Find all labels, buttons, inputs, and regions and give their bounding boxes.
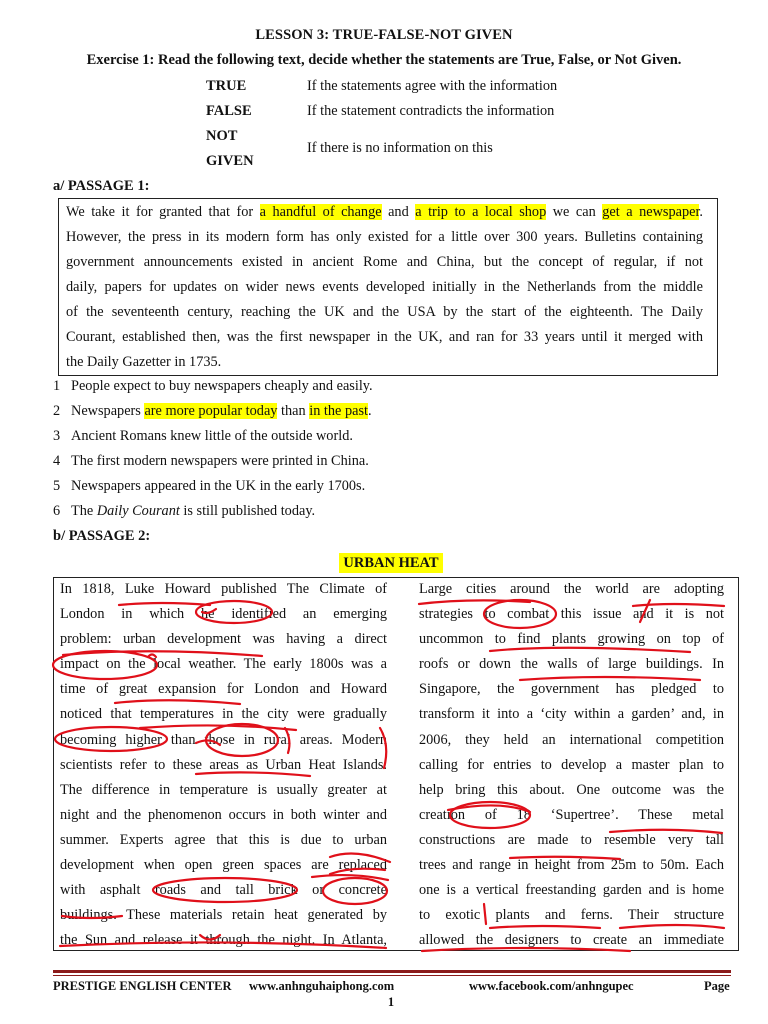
passage2-line: constructions are made to resemble very tall xyxy=(419,831,724,848)
passage2-line: summer. Experts agree that this is due to urban xyxy=(60,831,387,848)
passage2-right-column xyxy=(419,577,724,953)
passage2-line: night and the phenomenon occurs in both winter and xyxy=(60,806,387,823)
passage1-line: However, the press in its modern form has only existed for a little over 300 years. Bulletins containing xyxy=(66,229,703,245)
passage2-line: 2006, they held an international competition xyxy=(419,731,724,748)
question-item: 1 People expect to buy newspapers cheaply and easily. xyxy=(53,378,373,394)
passage2-line: creation of 18 ‘Supertree’. These metal xyxy=(419,806,724,823)
passage2-line: the Sun and release it through the night. In Atlanta, xyxy=(60,932,387,949)
footer-center-name: PRESTIGE ENGLISH CENTER xyxy=(53,979,232,993)
passage1-line: the Daily Gazetter in 1735. xyxy=(66,354,222,370)
legend-key-true: TRUE xyxy=(206,78,247,94)
passage2-line: London in which he identified an emerging xyxy=(60,606,387,623)
passage2-line: to exotic plants and ferns. Their structure xyxy=(419,907,724,924)
passage2-line: problem: urban development was having a direct xyxy=(60,631,387,648)
footer-rule xyxy=(53,970,731,973)
question-item: 3 Ancient Romans knew little of the outside world. xyxy=(53,428,353,444)
passage2-line: calling for entries to develop a master plan to xyxy=(419,756,724,773)
footer-facebook: www.facebook.com/anhngupec xyxy=(469,979,634,993)
page-number: 1 xyxy=(387,995,395,1009)
passage2-title: URBAN HEAT xyxy=(339,553,443,573)
passage2-line: time of great expansion for London and Howard xyxy=(60,681,387,698)
question-item: 6 The Daily Courant is still published today. xyxy=(53,503,316,519)
legend-def-not-given: If there is no information on this xyxy=(307,140,493,156)
passage2-line: uncommon to find plants growing on top of xyxy=(419,631,724,648)
question-item: 4 The first modern newspapers were printed in China. xyxy=(53,453,369,469)
question-item: 2 Newspapers are more popular today than in the past. xyxy=(53,403,372,419)
passage1-line: We take it for granted that for a handful of change and a trip to a local shop we can get a newspaper. xyxy=(66,204,703,220)
passage2-line: trees and range in height from 25m to 50m. Each xyxy=(419,857,724,874)
passage2-line: transform it into a ‘city within a garden’ and, in xyxy=(419,706,724,723)
footer-website: www.anhnguhaiphong.com xyxy=(249,979,395,993)
legend-def-true: If the statements agree with the information xyxy=(307,78,558,94)
passage2-line: The difference in temperature is usually greater at xyxy=(60,781,387,798)
passage2-line: becoming higher than those in rural areas. Modern xyxy=(60,731,387,748)
passage1-line: daily, papers for updates on wider news events developed initially in the Netherlands from the middle xyxy=(66,279,703,295)
footer-page-label: Page xyxy=(704,979,730,993)
passage2-line: help bring this about. One outcome was the xyxy=(419,781,724,798)
passage2-line: Large cities around the world are adopting xyxy=(419,581,724,597)
passage2-line: one is a vertical freestanding garden and is home xyxy=(419,882,724,899)
passage2-heading: b/ PASSAGE 2: xyxy=(53,528,151,544)
passage1-line: of the seventeenth century, reaching the UK and the USA by the start of the eighteenth. The Daily xyxy=(66,304,703,320)
passage2-line: scientists refer to these areas as Urban Heat Islands. xyxy=(60,756,387,773)
legend-key-not: NOT xyxy=(206,128,238,144)
passage2-line: Singapore, the government has pledged to xyxy=(419,681,724,698)
passage2-left-column xyxy=(60,577,387,953)
passage2-line: development when open green spaces are replaced xyxy=(60,857,387,874)
passage1-line: government announcements existed in ancient Rome and China, but the concept of regular, if not xyxy=(66,254,703,270)
legend-def-false: If the statement contradicts the information xyxy=(307,103,555,119)
lesson-title: LESSON 3: TRUE-FALSE-NOT GIVEN xyxy=(255,27,513,43)
exercise-instructions: Exercise 1: Read the following text, decide whether the statements are True, False, or Not Given. xyxy=(86,52,682,68)
passage1-line: Courant, established then, was the first newspaper in the UK, and ran for 33 years until it merged with xyxy=(66,329,703,345)
passage2-line: noticed that temperatures in the city were gradually xyxy=(60,706,387,723)
passage2-line: allowed the designers to create an immediate xyxy=(419,932,724,949)
footer-rule xyxy=(53,975,731,976)
legend-key-false: FALSE xyxy=(206,103,252,119)
passage2-line: impact on the local weather. The early 1800s was a xyxy=(60,656,387,673)
question-item: 5 Newspapers appeared in the UK in the early 1700s. xyxy=(53,478,366,494)
passage2-line: roofs or down the walls of large buildings. In xyxy=(419,656,724,673)
legend-key-given: GIVEN xyxy=(206,153,254,169)
passage1-heading: a/ PASSAGE 1: xyxy=(53,178,150,194)
passage2-line: strategies to combat this issue and it is not xyxy=(419,606,724,623)
passage2-line: In 1818, Luke Howard published The Climate of xyxy=(60,581,387,597)
passage2-line: buildings. These materials retain heat generated by xyxy=(60,907,387,924)
passage2-line: with asphalt roads and tall brick or concrete xyxy=(60,882,387,899)
